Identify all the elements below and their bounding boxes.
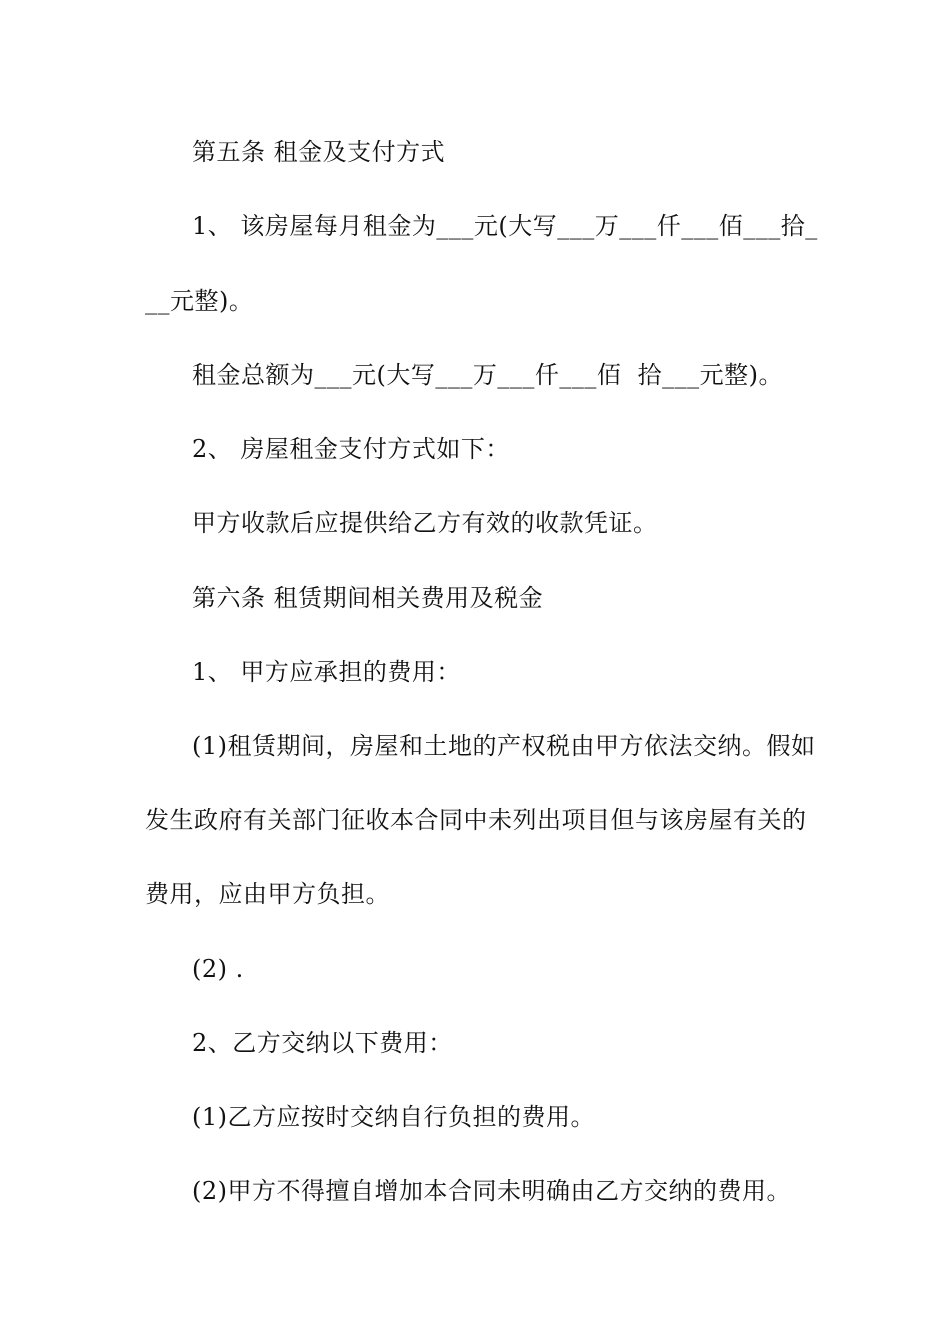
payment-method-clause: 2、 房屋租金支付方式如下： (192, 435, 510, 463)
monthly-rent-clause: 1、 该房屋每月租金为___元(大写___万___仟___佰___拾_ (192, 212, 818, 240)
monthly-rent-clause-continued: __元整)。 (145, 287, 254, 315)
party-a-fee-item-1: (1)租赁期间，房屋和土地的产权税由甲方依法交纳。假如 (192, 732, 816, 760)
total-rent-clause: 租金总额为___元(大写___万___仟___佰 拾___元整)。 (192, 361, 783, 389)
party-b-fees-heading: 2、乙方交纳以下费用： (192, 1029, 453, 1057)
receipt-clause: 甲方收款后应提供给乙方有效的收款凭证。 (192, 509, 658, 537)
party-b-fee-item-2: (2)甲方不得擅自增加本合同未明确由乙方交纳的费用。 (192, 1177, 791, 1205)
article-6-heading: 第六条 租赁期间相关费用及税金 (192, 584, 544, 612)
party-a-fee-item-1-end: 费用，应由甲方负担。 (145, 880, 390, 908)
article-5-heading: 第五条 租金及支付方式 (192, 138, 446, 166)
party-a-fee-item-2: (2) . (192, 955, 244, 983)
party-a-fee-item-1-continued: 发生政府有关部门征收本合同中未列出项目但与该房屋有关的 (145, 806, 807, 834)
party-b-fee-item-1: (1)乙方应按时交纳自行负担的费用。 (192, 1103, 595, 1131)
party-a-fees-heading: 1、 甲方应承担的费用： (192, 658, 461, 686)
